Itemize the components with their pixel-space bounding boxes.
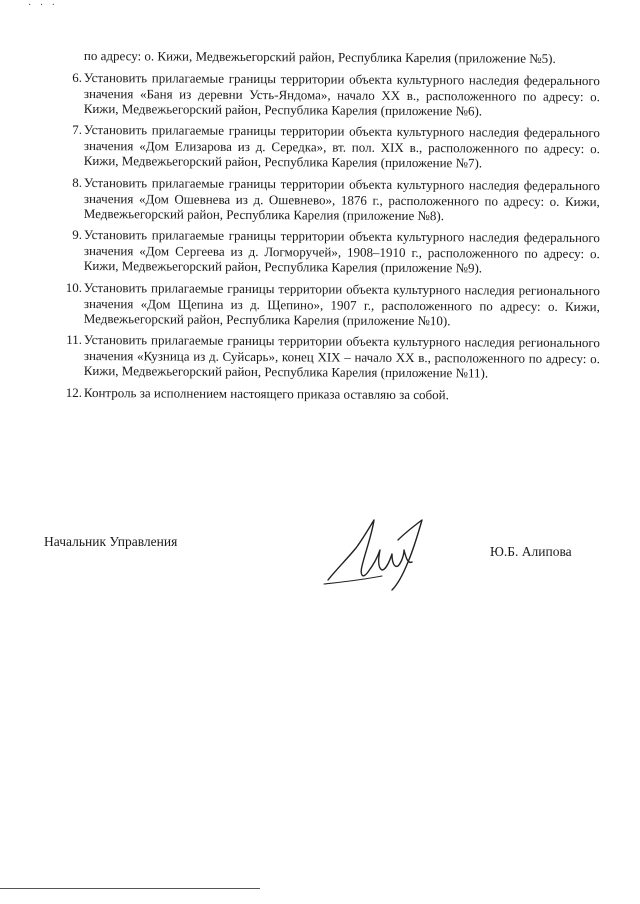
list-item xyxy=(72,174,600,223)
list-item-text: Установить прилагаемые границы территории объекта культурного наследия федерального значения «Дом Елизарова из д. Середка», вт. пол. XIX в., расположенного по адресу: о. Кижи, Медвежьегорский район, Республика Карелия (приложение №7). xyxy=(83,122,600,171)
scan-mark: · · · xyxy=(28,0,58,11)
signature-block xyxy=(0,524,640,604)
list-item-number: 11. xyxy=(66,332,82,347)
footer-divider xyxy=(0,888,260,889)
list-item-text: Установить прилагаемые границы территории объекта культурного наследия федерального значения «Баня из деревни Усть-Яндома», начало XX в., расположенного по адресу: о. Кижи, Медвежьегорский район, Республика Карелия (приложение №6). xyxy=(83,69,600,118)
list-item xyxy=(72,69,600,118)
list-item xyxy=(65,279,600,328)
list-item-text: Установить прилагаемые границы территории объекта культурного наследия регионального значения «Кузница из д. Суйсарь», конец XIX – начало XX в., расположенного по адресу: о. Кижи, Медвежьегорский район, Республика Карелия (приложение №11). xyxy=(83,332,600,381)
list-item-number: 7. xyxy=(72,122,82,137)
signatory-title: Начальник Управления xyxy=(44,534,178,549)
list-item-text: Установить прилагаемые границы территории объекта культурного наследия федерального значения «Дом Сергеева из д. Логморучей», 1908–1910 г., расположенного по адресу: о. Кижи, Медвежьегорский район, Республика Карелия (приложение №9). xyxy=(83,227,600,276)
list-item xyxy=(65,384,600,402)
list-item-text: Установить прилагаемые границы территории объекта культурного наследия федерального значения «Дом Ошевнева из д. Ошевнево», 1876 г., расположенного по адресу: о. Кижи, Медвежьегорский район, Республика Карелия (приложение №8). xyxy=(83,174,600,223)
list-item xyxy=(72,227,600,276)
list-item-text: по адресу: о. Кижи, Медвежьегорский район, Республика Карелия (приложение №5). xyxy=(83,48,556,66)
list-item-number: 8. xyxy=(72,174,82,190)
list-item-number: 6. xyxy=(72,69,82,85)
order-list xyxy=(65,48,600,406)
list-item xyxy=(66,332,600,381)
list-item-text: Установить прилагаемые границы территории объекта культурного наследия регионального значения «Дом Щепина из д. Щепино», 1907 г., расположенного по адресу: о. Кижи, Медвежьегорский район, Республика Карелия (приложение №10). xyxy=(83,279,600,328)
list-item xyxy=(84,48,600,64)
list-item-number: 9. xyxy=(72,227,82,242)
handwritten-signature xyxy=(322,510,434,592)
list-item xyxy=(72,122,600,171)
list-item-number: 10. xyxy=(65,279,82,295)
list-item-number: 12. xyxy=(65,384,82,400)
signatory-name: Ю.Б. Алипова xyxy=(490,544,572,559)
list-item-text: Контроль за исполнением настоящего приказа оставляю за собой. xyxy=(83,384,449,402)
